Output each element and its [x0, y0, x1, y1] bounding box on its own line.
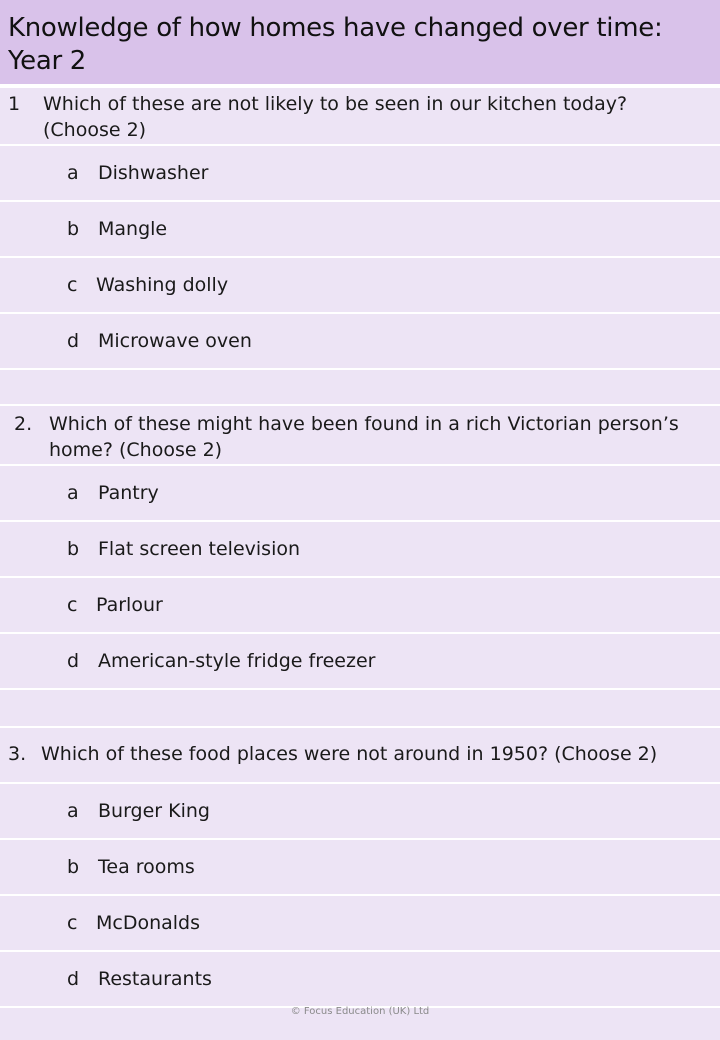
page-title [8, 12, 712, 78]
question-3-option-a[interactable] [0, 784, 720, 838]
option-label: Tea rooms [98, 856, 195, 878]
option-letter: c [67, 594, 78, 616]
option-letter: d [67, 330, 80, 352]
question-1-option-b[interactable] [0, 202, 720, 256]
question-1-number: 1 [8, 93, 21, 115]
question-1-line-2: (Choose 2) [43, 119, 147, 141]
question-2-row [0, 406, 720, 464]
question-1-row [0, 88, 720, 144]
option-letter: b [67, 218, 80, 240]
question-2-option-b[interactable] [0, 522, 720, 576]
question-2-text [49, 411, 712, 463]
question-3-text [41, 741, 712, 767]
question-1-option-c[interactable] [0, 258, 720, 312]
option-label: Parlour [96, 594, 163, 616]
option-letter: a [67, 800, 79, 822]
question-3-option-d[interactable] [0, 952, 720, 1006]
option-label: Restaurants [98, 968, 212, 990]
question-3-number: 3. [8, 743, 27, 765]
option-letter: a [67, 162, 79, 184]
question-1-option-d[interactable] [0, 314, 720, 368]
option-label: McDonalds [96, 912, 201, 934]
question-2-option-a[interactable] [0, 466, 720, 520]
question-3-option-c[interactable] [0, 896, 720, 950]
spacer-row [0, 690, 720, 726]
option-letter: a [67, 482, 79, 504]
question-1-line-1: Which of these are not likely to be seen in our kitchen today? [43, 93, 628, 115]
option-letter: c [67, 274, 78, 296]
option-label: Flat screen television [98, 538, 301, 560]
question-2-option-d[interactable] [0, 634, 720, 688]
copyright-footer: © Focus Education (UK) Ltd [290, 1006, 430, 1017]
option-label: Microwave oven [98, 330, 252, 352]
question-3-option-b[interactable] [0, 840, 720, 894]
question-1-option-a[interactable] [0, 146, 720, 200]
option-label: Dishwasher [98, 162, 209, 184]
option-label: Mangle [98, 218, 168, 240]
page-title-line-1: Knowledge of how homes have changed over time: [8, 13, 663, 43]
option-label: Pantry [98, 482, 159, 504]
page-title-line-2: Year 2 [8, 46, 87, 76]
question-1-text [43, 91, 712, 143]
option-label: Washing dolly [96, 274, 229, 296]
option-letter: b [67, 538, 80, 560]
option-letter: c [67, 912, 78, 934]
option-label: Burger King [98, 800, 210, 822]
option-label: American-style fridge freezer [98, 650, 376, 672]
option-letter: b [67, 856, 80, 878]
header-banner [0, 0, 720, 84]
question-2-option-c[interactable] [0, 578, 720, 632]
option-letter: d [67, 968, 80, 990]
question-3-line-1: Which of these food places were not around in 1950? (Choose 2) [41, 743, 658, 765]
question-3-row [0, 728, 720, 782]
question-2-number: 2. [14, 413, 33, 435]
option-letter: d [67, 650, 80, 672]
question-2-line-1: Which of these might have been found in a rich Victorian person’s [49, 413, 679, 435]
question-2-line-2: home? (Choose 2) [49, 439, 223, 461]
spacer-row [0, 370, 720, 404]
